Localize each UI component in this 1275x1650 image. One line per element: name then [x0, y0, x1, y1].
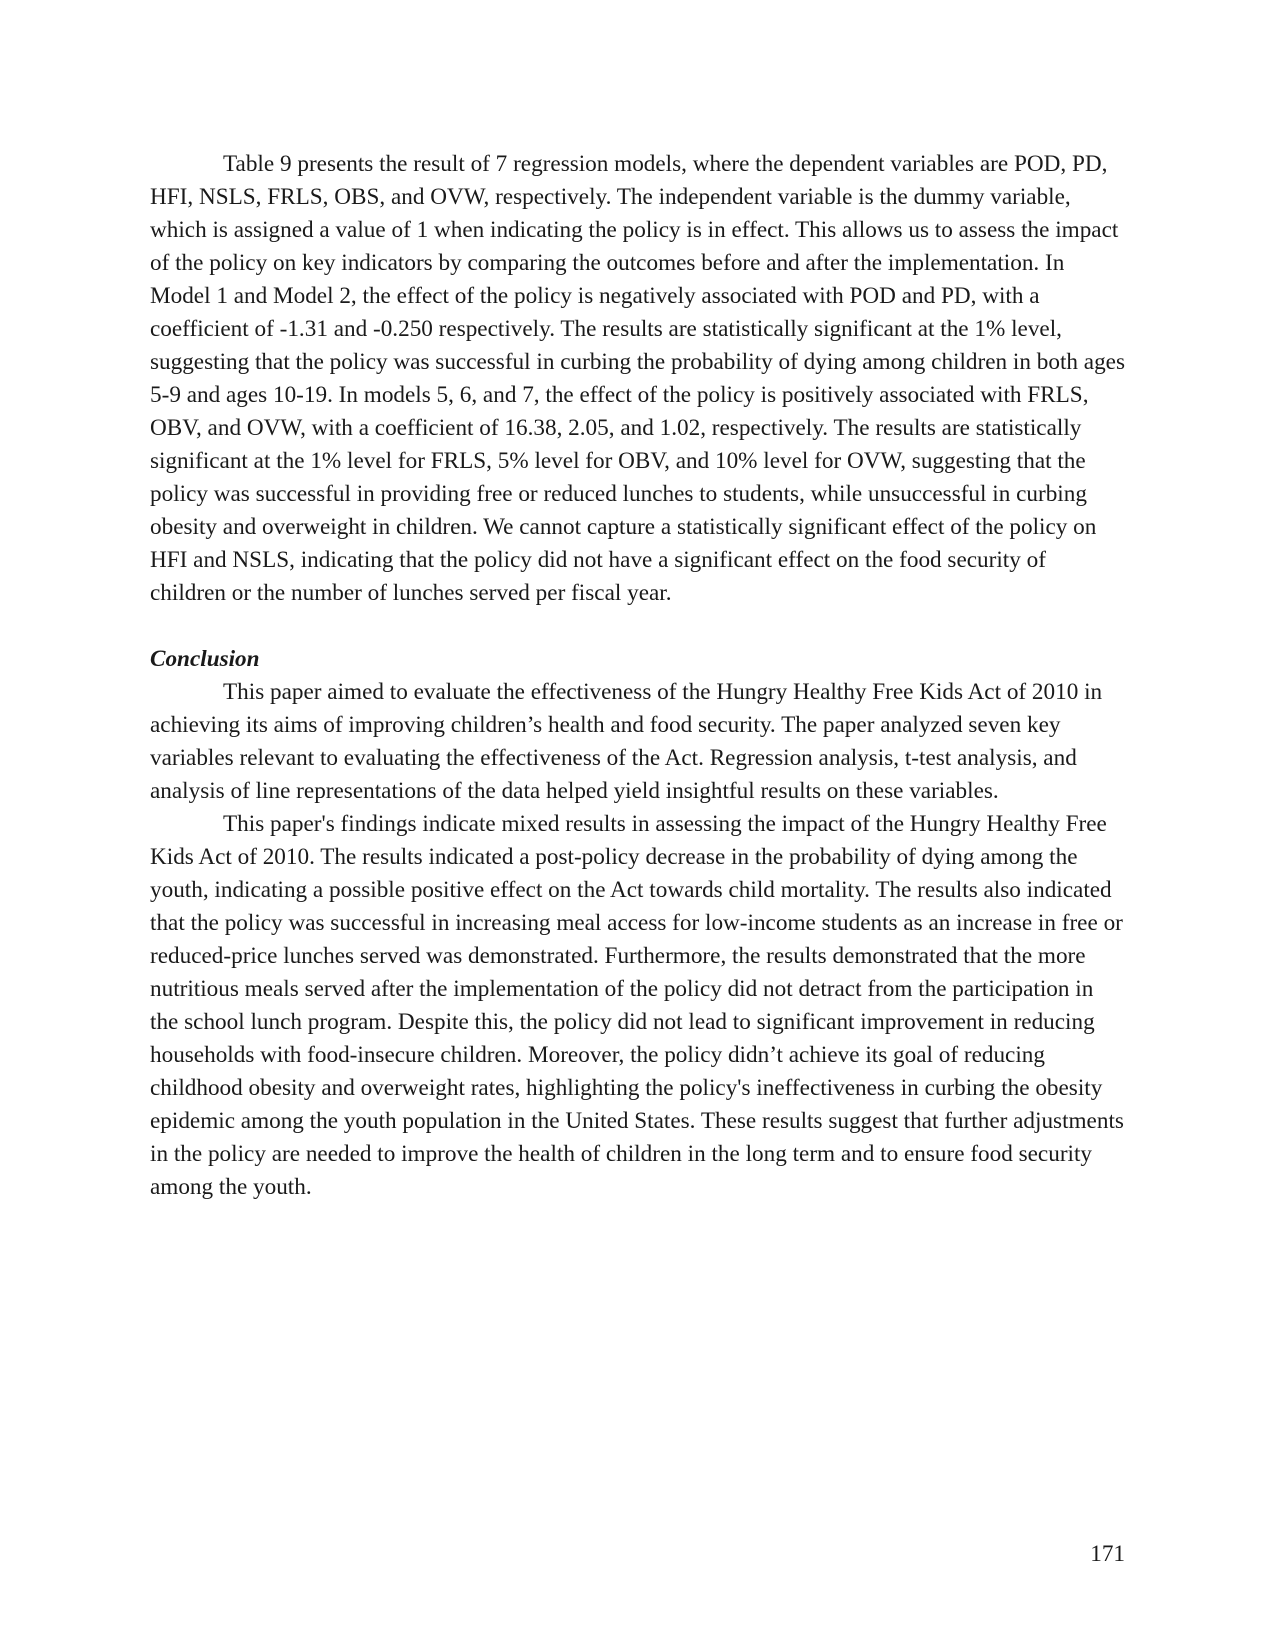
results-paragraph: Table 9 presents the result of 7 regression models, where the dependent variables are POD, PD, HFI, NSLS, FRLS, OBS, and OVW, respectively. The independent variable is the dummy variable, which is assigned a value of 1 when indicating the policy is in effect. This allows us to assess the impact of the policy on key indicators by comparing the outcomes before and after the implementation. In Model 1 and Model 2, the effect of the policy is negatively associated with POD and PD, with a coefficient of -1.31 and -0.250 respectively. The results are statistically significant at the 1% level, suggesting that the policy was successful in curbing the probability of dying among children in both ages 5-9 and ages 10-19. In models 5, 6, and 7, the effect of the policy is positively associated with FRLS, OBV, and OVW, with a coefficient of 16.38, 2.05, and 1.02, respectively. The results are statistically significant at the 1% level for FRLS, 5% level for OBV, and 10% level for OVW, suggesting that the policy was successful in providing free or reduced lunches to students, while unsuccessful in curbing obesity and overweight in children. We cannot capture a statistically significant effect of the policy on HFI and NSLS, indicating that the policy did not have a significant effect on the food security of children or the number of lunches served per fiscal year. — [150, 151, 1125, 606]
page-number: 171 — [1090, 1541, 1125, 1567]
conclusion-paragraph-2: This paper's findings indicate mixed results in assessing the impact of the Hungry Healthy Free Kids Act of 2010. The results indicated a post-policy decrease in the probability of dying among the youth, indicating a possible positive effect on the Act towards child mortality. The results also indicated that the policy was successful in increasing meal access for low-income students as an increase in free or reduced-price lunches served was demonstrated. Furthermore, the results demonstrated that the more nutritious meals served after the implementation of the policy did not detract from the participation in the school lunch program. Despite this, the policy did not lead to significant improvement in reducing households with food-insecure children. Moreover, the policy didn’t achieve its goal of reducing childhood obesity and overweight rates, highlighting the policy's ineffectiveness in curbing the obesity epidemic among the youth population in the United States. These results suggest that further adjustments in the policy are needed to improve the health of children in the long term and to ensure food security among the youth. — [150, 811, 1124, 1200]
page-content — [150, 148, 1125, 1204]
conclusion-heading: Conclusion — [150, 646, 260, 672]
conclusion-paragraph-1: This paper aimed to evaluate the effectiveness of the Hungry Healthy Free Kids Act of 2010 in achieving its aims of improving children’s health and food security. The paper analyzed seven key variables relevant to evaluating the effectiveness of the Act. Regression analysis, t-test analysis, and analysis of line representations of the data helped yield insightful results on these variables. — [150, 679, 1103, 804]
